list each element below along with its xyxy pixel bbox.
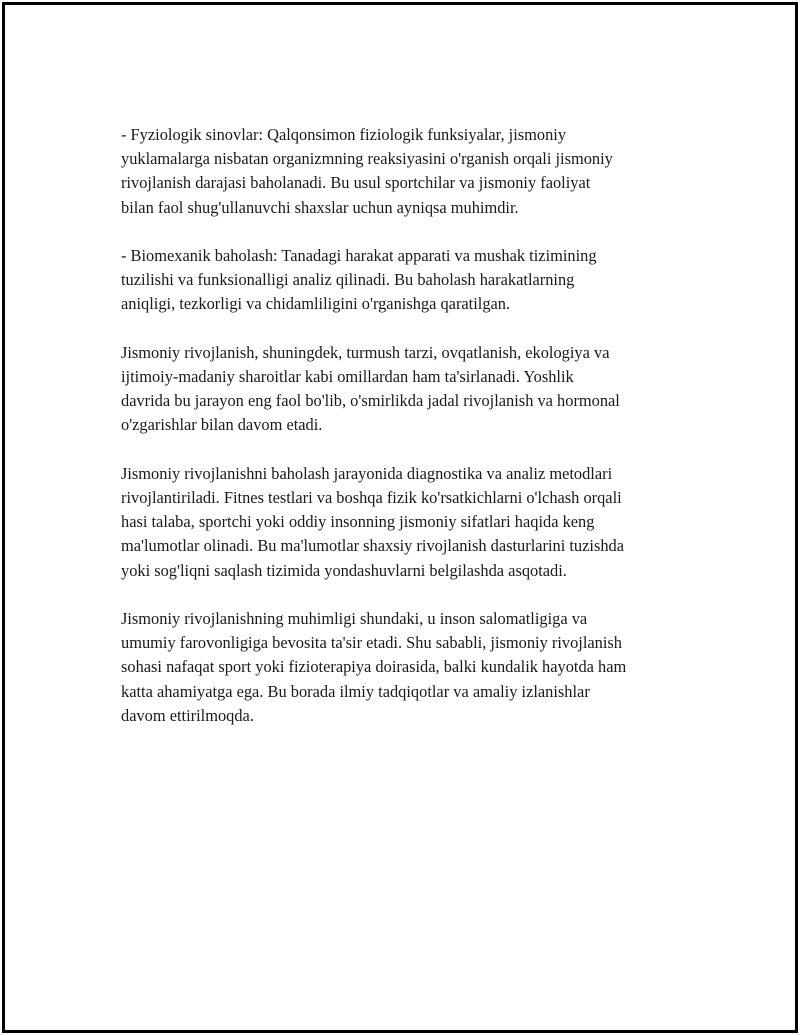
text-line: aniqligi, tezkorligi va chidamliligini o'rganishga qaratilgan. bbox=[121, 294, 511, 314]
text-line: ijtimoiy-madaniy sharoitlar kabi omillardan ham ta'sirlanadi. Yoshlik bbox=[121, 367, 574, 386]
text-line: ma'lumotlar olinadi. Bu ma'lumotlar shaxsiy rivojlanish dasturlarini tuzishda bbox=[121, 536, 625, 556]
paragraph-diagnostics-methods bbox=[121, 462, 701, 583]
text-line: - Biomexanik baholash: Tanadagi harakat apparati va mushak tizimining bbox=[121, 246, 597, 265]
text-line: hasi talaba, sportchi yoki oddiy insonning jismoniy sifatlari haqida keng bbox=[121, 512, 595, 532]
text-line: - Fyziologik sinovlar: Qalqonsimon fiziologik funksiyalar, jismoniy bbox=[121, 125, 567, 144]
text-line: bilan faol shug'ullanuvchi shaxslar uchun ayniqsa muhimdir. bbox=[121, 197, 519, 217]
text-line: tuzilishi va funksionalligi analiz qilinadi. Bu baholash harakatlarning bbox=[121, 270, 575, 290]
text-line: umumiy farovonligiga bevosita ta'sir etadi. Shu sababli, jismoniy rivojlanish bbox=[121, 633, 622, 653]
document-body bbox=[121, 123, 701, 752]
paragraph-influencing-factors bbox=[121, 341, 701, 438]
text-line: davom ettirilmoqda. bbox=[121, 705, 254, 725]
text-line: davrida bu jarayon eng faol bo'lib, o'smirlikda jadal rivojlanish va hormonal bbox=[121, 391, 620, 411]
paragraph-importance bbox=[121, 607, 701, 728]
text-line: rivojlantiriladi. Fitnes testlari va boshqa fizik ko'rsatkichlarni o'lchash orqali bbox=[121, 488, 622, 507]
page-frame bbox=[2, 2, 798, 1033]
text-line: Jismoniy rivojlanish, shuningdek, turmush tarzi, ovqatlanish, ekologiya va bbox=[121, 342, 610, 362]
text-line: yoki sog'liqni saqlash tizimida yondashuvlarni belgilashda asqotadi. bbox=[121, 560, 567, 580]
text-line: o'zgarishlar bilan davom etadi. bbox=[121, 415, 323, 435]
text-line: yuklamalarga nisbatan organizmning reaksiyasini o'rganish orqali jismoniy bbox=[121, 149, 613, 169]
text-line: sohasi nafaqat sport yoki fizioterapiya doirasida, balki kundalik hayotda ham bbox=[121, 657, 627, 677]
text-line: katta ahamiyatga ega. Bu borada ilmiy tadqiqotlar va amaliy izlanishlar bbox=[121, 681, 590, 701]
text-line: Jismoniy rivojlanishni baholash jarayonida diagnostika va analiz metodlari bbox=[121, 463, 613, 483]
paragraph-biomechanical-assessment bbox=[121, 244, 701, 317]
text-line: Jismoniy rivojlanishning muhimligi shundaki, u inson salomatligiga va bbox=[121, 609, 588, 628]
paragraph-physiological-tests bbox=[121, 123, 701, 220]
text-line: rivojlanish darajasi baholanadi. Bu usul sportchilar va jismoniy faoliyat bbox=[121, 173, 591, 193]
